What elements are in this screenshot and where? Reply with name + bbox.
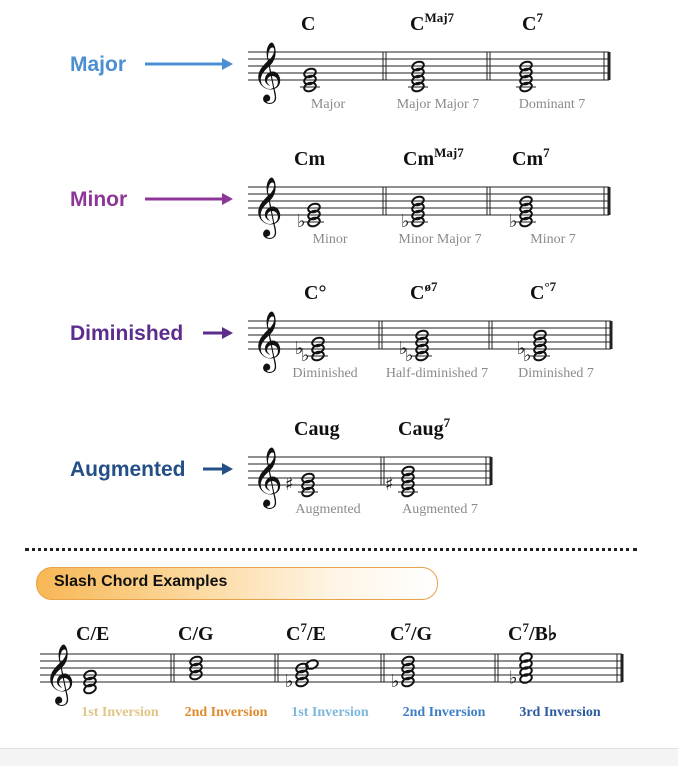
arrow-right-icon	[222, 327, 233, 339]
arrow-right-icon	[222, 58, 233, 70]
chord-symbol: $C^7/B♭$	[508, 620, 558, 645]
chord-caption: Minor 7	[530, 232, 576, 247]
chord-symbol: C	[301, 13, 316, 35]
chord-caption: Minor Major 7	[398, 232, 482, 247]
treble-clef-icon: 𝄞	[44, 644, 75, 704]
inversion-caption: 1st Inversion	[81, 705, 159, 720]
chord-symbol: $C^7/E$	[286, 620, 326, 645]
chord-caption: Diminished 7	[518, 366, 594, 381]
flat-icon: ♭	[391, 671, 400, 692]
inversion-caption: 2nd Inversion	[402, 705, 486, 720]
chord-symbol: $C^{^\circ 7}$	[530, 279, 557, 304]
slash-chord-system	[40, 620, 622, 720]
treble-clef-icon: 𝄞	[252, 42, 283, 102]
chord-group-minor	[70, 145, 609, 247]
inversion-caption: 3rd Inversion	[519, 705, 601, 720]
chord-group-diminished	[70, 279, 611, 381]
chord-symbol: $C^{Maj7}$	[410, 10, 455, 35]
chord-symbol: Cm	[294, 148, 326, 170]
flat-icon: ♭	[297, 211, 306, 232]
chord-symbol: Caug$^7$	[398, 415, 451, 440]
treble-clef-icon: 𝄞	[252, 177, 283, 237]
chord-symbol: C/E	[76, 623, 110, 645]
chord-caption: Major Major 7	[396, 97, 480, 112]
chord-symbol: Caug	[294, 418, 340, 440]
flat-icon: ♭	[295, 338, 304, 359]
chord-symbol: C/G	[178, 623, 214, 645]
flat-icon: ♭	[399, 338, 408, 359]
flat-icon: ♭	[285, 671, 294, 692]
chord-group-major	[70, 10, 609, 112]
chord-caption: Minor	[312, 232, 348, 247]
arrow-right-icon	[222, 193, 233, 205]
flat-icon: ♭	[509, 211, 518, 232]
chord-symbol: $C^7$	[522, 10, 543, 35]
chord-symbol: $Cm^{Maj7}$	[403, 145, 464, 170]
note-head	[305, 659, 319, 671]
section-divider	[25, 548, 637, 551]
page-bottom-strip	[0, 748, 678, 766]
flat-icon: ♭	[301, 345, 310, 366]
sharp-icon: ♯	[285, 474, 294, 495]
chord-caption: Augmented	[295, 502, 361, 517]
category-label: Major	[70, 53, 127, 76]
chord-caption: Augmented 7	[402, 502, 478, 517]
flat-icon: ♭	[405, 345, 414, 366]
category-label: Diminished	[70, 322, 184, 345]
chord-group-augmented	[70, 415, 491, 517]
chord-caption: Major	[310, 97, 346, 112]
chord-symbol: $C^7/G$	[390, 620, 433, 645]
chord-caption: Half-diminished 7	[385, 366, 489, 381]
treble-clef-icon: 𝄞	[252, 311, 283, 371]
slash-chord-banner-title: Slash Chord Examples	[54, 573, 228, 590]
inversion-caption: 2nd Inversion	[184, 705, 268, 720]
category-label: Augmented	[70, 458, 186, 481]
chord-caption: Diminished	[292, 366, 358, 381]
chord-symbol: C°	[304, 282, 327, 304]
arrow-right-icon	[222, 463, 233, 475]
chord-symbol: Cm$^7$	[512, 145, 550, 170]
category-label: Minor	[70, 188, 128, 211]
flat-icon: ♭	[401, 211, 410, 232]
chord-symbol: $C^{ø7}$	[410, 279, 438, 304]
flat-icon: ♭	[517, 338, 526, 359]
sharp-icon: ♯	[385, 474, 394, 495]
flat-icon: ♭	[509, 667, 518, 689]
inversion-caption: 1st Inversion	[291, 705, 369, 720]
treble-clef-icon: 𝄞	[252, 447, 283, 507]
flat-icon: ♭	[523, 345, 532, 366]
chord-caption: Dominant 7	[518, 97, 586, 112]
